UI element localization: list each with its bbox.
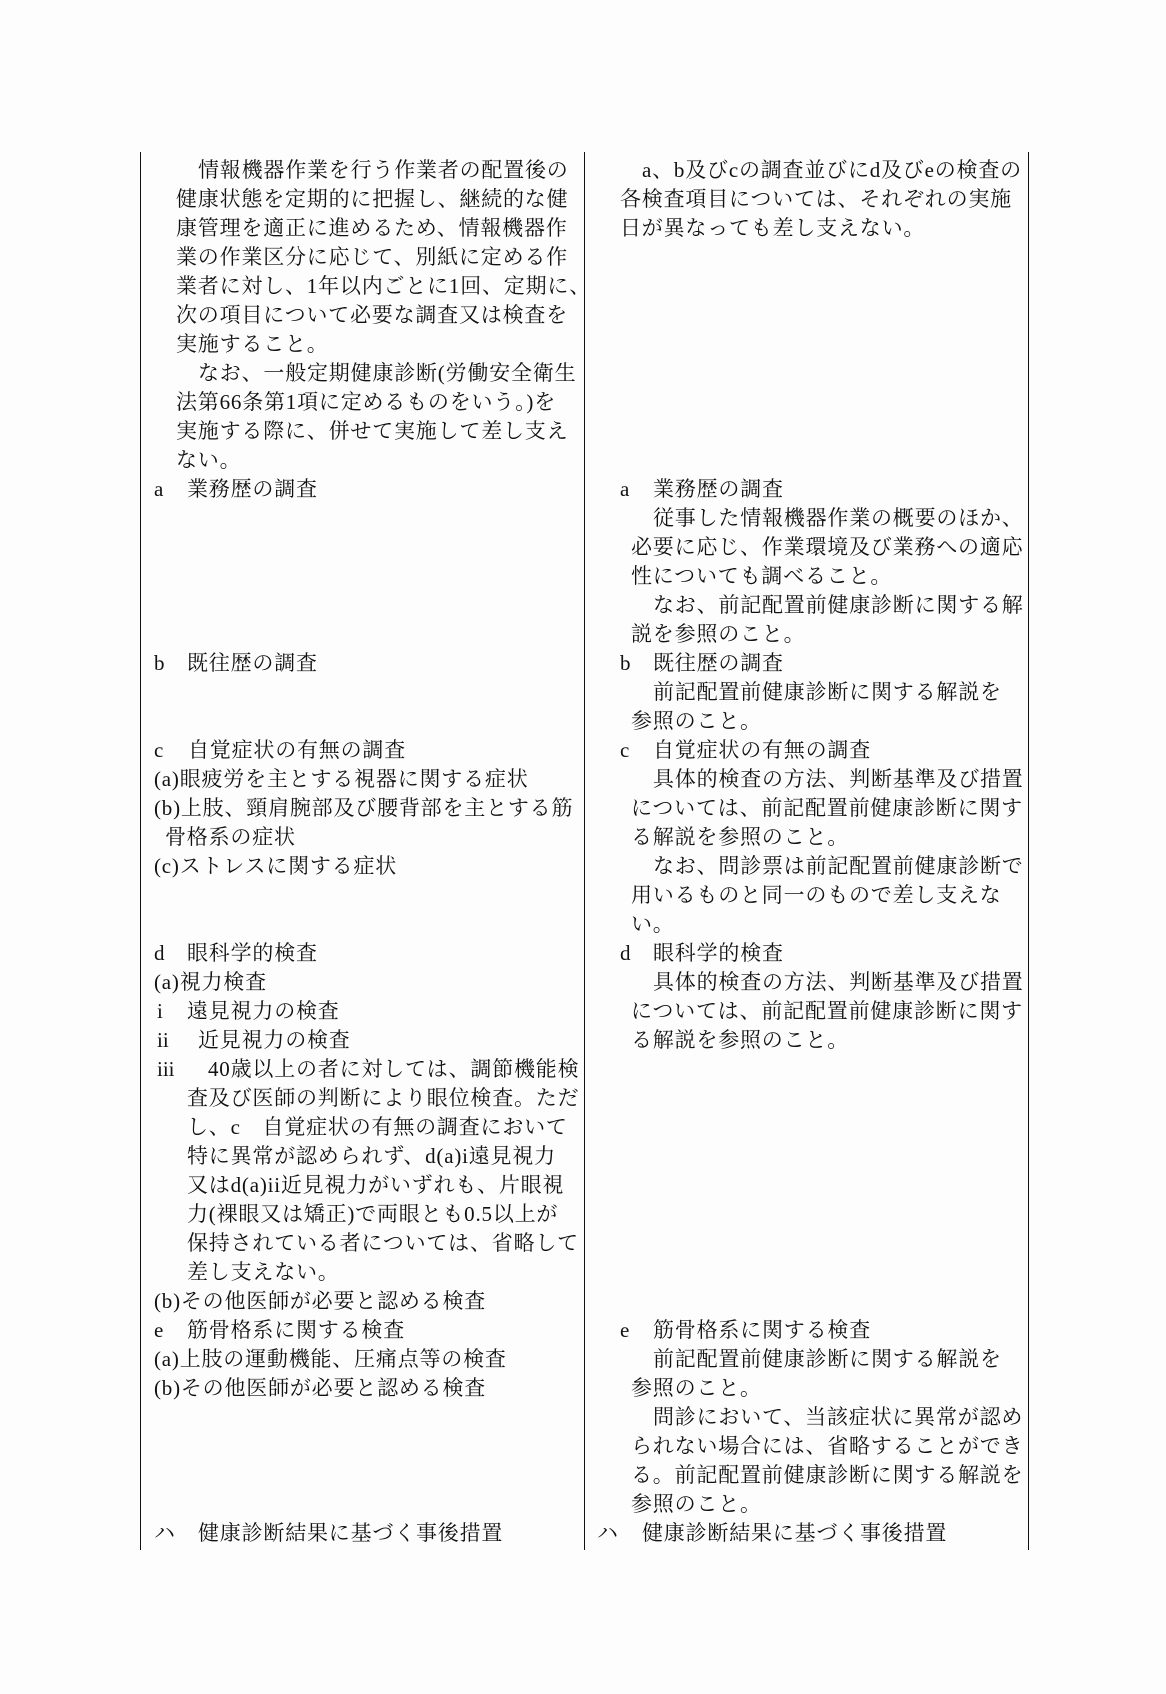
right-text-line: 問診において、当該症状に異常が認め bbox=[653, 1405, 1024, 1429]
right-text-line: 参照のこと。 bbox=[631, 709, 762, 733]
right-item-label: c bbox=[620, 738, 630, 762]
right-text-line: られない場合には、省略することができ bbox=[631, 1434, 1024, 1458]
left-text-line: 情報機器作業を行う作業者の配置後の bbox=[198, 158, 569, 182]
left-text-line: (a)眼疲労を主とする視器に関する症状 bbox=[154, 767, 529, 791]
left-item-label: e bbox=[154, 1318, 164, 1342]
left-text-line: 骨格系の症状 bbox=[165, 825, 296, 849]
right-text-line: 具体的検査の方法、判断基準及び措置 bbox=[653, 767, 1024, 791]
right-item-label: ハ bbox=[597, 1521, 618, 1545]
left-item-heading: 近見視力の検査 bbox=[198, 1028, 351, 1052]
right-item-heading: 自覚症状の有無の調査 bbox=[653, 738, 871, 762]
left-item-label: i bbox=[157, 999, 163, 1023]
left-item-label: ハ bbox=[154, 1521, 175, 1545]
table-border-right bbox=[1028, 152, 1029, 1550]
left-item-label: iii bbox=[157, 1057, 175, 1081]
right-text-line: については、前記配置前健康診断に関す bbox=[631, 796, 1023, 820]
left-item-label: b bbox=[154, 651, 165, 675]
left-text-line: (c)ストレスに関する症状 bbox=[154, 854, 398, 878]
left-text-line: 差し支えない。 bbox=[187, 1260, 340, 1284]
left-text-line: (b)上肢、頸肩腕部及び腰背部を主とする筋 bbox=[154, 796, 574, 820]
right-item-heading: 業務歴の調査 bbox=[653, 477, 784, 501]
left-text-line: 力(裸眼又は矯正)で両眼とも0.5以上が bbox=[187, 1202, 559, 1226]
right-text-line: 参照のこと。 bbox=[631, 1492, 762, 1516]
left-item-heading: 眼科学的検査 bbox=[187, 941, 318, 965]
left-item-heading: 遠見視力の検査 bbox=[187, 999, 340, 1023]
right-text-line: 前記配置前健康診断に関する解説を bbox=[653, 680, 1002, 704]
right-item-label: d bbox=[620, 941, 631, 965]
left-item-label: ii bbox=[157, 1028, 169, 1052]
right-item-heading: 健康診断結果に基づく事後措置 bbox=[642, 1521, 948, 1545]
right-text-line: a、b及びcの調査並びにd及びeの検査の bbox=[642, 158, 1022, 182]
left-text-line: 業の作業区分に応じて、別紙に定める作 bbox=[176, 245, 568, 269]
left-text-line: し、c 自覚症状の有無の調査において bbox=[187, 1115, 568, 1139]
right-text-line: 参照のこと。 bbox=[631, 1376, 762, 1400]
left-text-line: 健康状態を定期的に把握し、継続的な健 bbox=[176, 187, 569, 211]
right-text-line: 具体的検査の方法、判断基準及び措置 bbox=[653, 970, 1024, 994]
left-text-line: (a)視力検査 bbox=[154, 970, 267, 994]
right-text-line: なお、前記配置前健康診断に関する解 bbox=[653, 593, 1024, 617]
left-item-heading: 健康診断結果に基づく事後措置 bbox=[198, 1521, 504, 1545]
right-item-heading: 眼科学的検査 bbox=[653, 941, 784, 965]
left-text-line: 又はd(a)ii近見視力がいずれも、片眼視 bbox=[187, 1173, 565, 1197]
left-item-label: c bbox=[154, 738, 164, 762]
left-item-heading: 業務歴の調査 bbox=[187, 477, 318, 501]
right-text-line: 性についても調べること。 bbox=[631, 564, 893, 588]
right-item-label: e bbox=[620, 1318, 630, 1342]
left-text-line: 康管理を適正に進めるため、情報機器作 bbox=[176, 216, 568, 240]
right-item-label: a bbox=[620, 477, 630, 501]
left-text-line: 保持されている者については、省略して bbox=[187, 1231, 579, 1255]
right-text-line: い。 bbox=[631, 912, 675, 936]
left-text-line: (a)上肢の運動機能、圧痛点等の検査 bbox=[154, 1347, 507, 1371]
right-text-line: る解説を参照のこと。 bbox=[631, 1028, 849, 1052]
left-text-line: 業者に対し、1年以内ごとに1回、定期に、 bbox=[176, 274, 591, 298]
right-text-line: 必要に応じ、作業環境及び業務への適応 bbox=[631, 535, 1024, 559]
right-text-line: 日が異なっても差し支えない。 bbox=[620, 216, 926, 240]
left-item-label: a bbox=[154, 477, 164, 501]
right-text-line: る。前記配置前健康診断に関する解説を bbox=[631, 1463, 1024, 1487]
left-text-line: なお、一般定期健康診断(労働安全衛生 bbox=[198, 361, 577, 385]
left-text-line: 実施すること。 bbox=[176, 332, 329, 356]
left-text-line: ない。 bbox=[176, 448, 242, 472]
right-text-line: なお、問診票は前記配置前健康診断で bbox=[653, 854, 1024, 878]
table-border-left bbox=[140, 152, 141, 1550]
left-item-heading: 筋骨格系に関する検査 bbox=[187, 1318, 405, 1342]
right-text-line: 説を参照のこと。 bbox=[631, 622, 806, 646]
left-text-line: (b)その他医師が必要と認める検査 bbox=[154, 1376, 487, 1400]
right-item-label: b bbox=[620, 651, 631, 675]
left-item-label: d bbox=[154, 941, 165, 965]
left-text-line: 次の項目について必要な調査又は検査を bbox=[176, 303, 568, 327]
left-item-heading: 40歳以上の者に対しては、調節機能検 bbox=[208, 1057, 580, 1081]
left-text-line: 実施する際に、併せて実施して差し支え bbox=[176, 419, 569, 443]
left-item-heading: 既往歴の調査 bbox=[187, 651, 318, 675]
right-item-heading: 筋骨格系に関する検査 bbox=[653, 1318, 871, 1342]
right-text-line: 前記配置前健康診断に関する解説を bbox=[653, 1347, 1002, 1371]
left-text-line: (b)その他医師が必要と認める検査 bbox=[154, 1289, 487, 1313]
right-text-line: については、前記配置前健康診断に関す bbox=[631, 999, 1023, 1023]
right-text-line: る解説を参照のこと。 bbox=[631, 825, 849, 849]
right-text-line: 従事した情報機器作業の概要のほか、 bbox=[653, 506, 1024, 530]
right-text-line: 各検査項目については、それぞれの実施 bbox=[620, 187, 1012, 211]
right-text-line: 用いるものと同一のもので差し支えな bbox=[631, 883, 1002, 907]
left-text-line: 査及び医師の判断により眼位検査。ただ bbox=[187, 1086, 580, 1110]
left-text-line: 特に異常が認められず、d(a)i遠見視力 bbox=[187, 1144, 556, 1168]
right-item-heading: 既往歴の調査 bbox=[653, 651, 784, 675]
table-border-middle bbox=[584, 152, 585, 1550]
left-text-line: 法第66条第1項に定めるものをいう。)を bbox=[176, 390, 556, 414]
left-item-heading: 自覚症状の有無の調査 bbox=[188, 738, 406, 762]
